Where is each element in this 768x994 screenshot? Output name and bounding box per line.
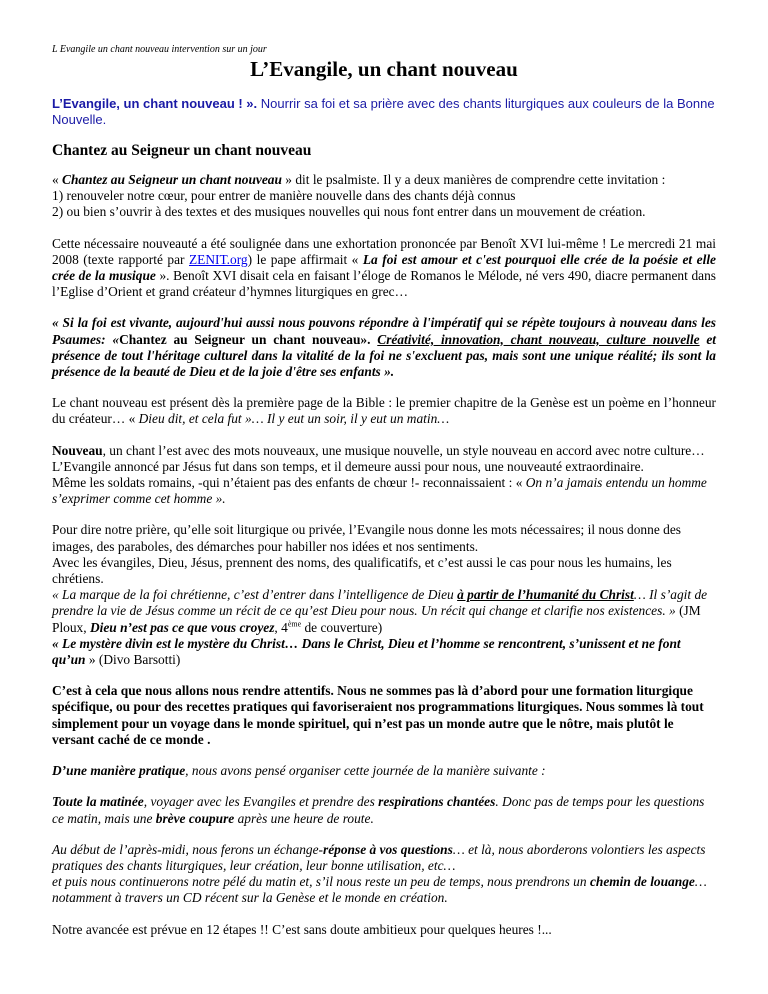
paragraph-pratique (52, 763, 716, 779)
p5-text: , un chant l’est avec des mots nouveaux, une musique nouvelle, un style nouveau en accord avec notre culture… (102, 442, 705, 458)
paragraph-attentifs (52, 683, 716, 748)
p10-bold: réponse à vos questions (322, 841, 453, 857)
p1-line-2: 1) renouveler notre cœur, pour entrer de manière nouvelle dans des chants déjà connus (52, 188, 516, 204)
p10-text-2: … et là, nous aborderons volontiers les aspects pratiques des chants liturgiques, leur création, leur bonne utilisation, etc… (52, 841, 706, 873)
zenit-link[interactable]: ZENIT.org (189, 251, 248, 267)
p3-text-2: et présence de tout l'héritage culturel dans la vitalité de la foi ne s'excluent pas, mais sont une unique réalité; ils sont la présence de la beauté de Dieu et de la joie d'être ses enfants ». (52, 331, 717, 380)
p3-bold-2: ». (360, 331, 378, 347)
section-heading: Chantez au Seigneur un chant nouveau (52, 142, 312, 159)
p6-underlined: à partir de l’humanité du Christ (457, 587, 634, 603)
p8-text: , nous avons pensé organiser cette journée de la manière suivante : (185, 763, 546, 779)
p9-bold-2: respirations chantées (378, 794, 496, 810)
p6-source-2: , 4 (274, 619, 288, 635)
intro-paragraph (52, 96, 716, 128)
p10-text: Au début de l’après-midi, nous ferons un échange- (52, 841, 323, 857)
intro-text: Nourrir sa foi et sa prière avec des chants liturgiques aux couleurs de la Bonne Nouvelle. (52, 96, 715, 127)
paragraph-benoit (52, 236, 716, 301)
paragraph-apres-midi (52, 842, 716, 907)
p6-barsotti-source: » (Divo Barsotti) (85, 652, 181, 668)
paragraph-quote-psaumes (52, 315, 716, 380)
p5-bold: Nouveau (52, 442, 103, 458)
p10-bold-2: chemin de louange (589, 874, 695, 890)
p6-quote: « La marque de la foi chrétienne, c’est d’entrer dans l’intelligence de Dieu (52, 587, 458, 603)
p6-barsotti-quote: « Le mystère divin est le mystère du Christ… Dans le Christ, Dieu et l’homme se rencontrent, s’unissent et ne font qu’un (52, 635, 681, 668)
p6-book-title: Dieu n’est pas ce que vous croyez (89, 619, 275, 635)
p10-text-4: …notamment à travers un CD récent sur la Genèse et le monde en création. (52, 874, 707, 906)
p8-bold: D’une manière pratique (52, 763, 186, 779)
p6-line-1: Pour dire notre prière, qu’elle soit liturgique ou privée, l’Evangile nous donne les mots nécessaires; il nous donne des images, des paraboles, des démarches pour habiller nos idées et nos sentiments. (52, 522, 681, 554)
paragraph-etapes: Notre avancée est prévue en 12 étapes !! C’est sans doute ambitieux pour quelques heures !... (52, 921, 552, 937)
p4-italic: Dieu dit, et cela fut »… Il y eut un soir, il y eut un matin… (138, 411, 450, 427)
running-head: L Evangile un chant nouveau intervention sur un jour (52, 44, 267, 55)
p1-text-2: » dit le psalmiste. Il y a deux manières de comprendre cette invitation : (281, 172, 666, 187)
paragraph-genese (52, 395, 716, 427)
p1-quote: Chantez au Seigneur un chant nouveau (62, 172, 282, 187)
paragraph-priere (52, 522, 716, 668)
p4-text: Le chant nouveau est présent dès la première page de la Bible : le premier chapitre de la Genèse est un poème en l’honneur du créateur… « (52, 395, 716, 427)
p9-text-3: après une heure de route. (234, 810, 374, 826)
p9-bold-3: brève coupure (155, 810, 235, 826)
paragraph-matinee (52, 794, 716, 826)
p2-text-2: ) le pape affirmait « (247, 251, 363, 267)
p6-line-2: Avec les évangiles, Dieu, Jésus, prennent des noms, des qualificatifs, et c’est aussi le cas pour nous les humains, les chrétiens. (52, 554, 672, 587)
p10-text-3: et puis nous continuerons notre pélé du matin et, s’il nous reste un peu de temps, nous prendrons un (52, 874, 590, 890)
p1-line-3: 2) ou bien s’ouvrir à des textes et des musiques nouvelles qui nous font entrer dans un mouvement de création. (52, 204, 646, 220)
p3-underlined: Créativité, innovation, chant nouveau, culture nouvelle (377, 331, 700, 347)
p3-text: « Si la foi est vivante, aujourd'hui aussi nous pouvons répondre à l'impératif qui se répète toujours à nouveau dans les Psaumes: « (52, 315, 716, 347)
p5-line-3: Même les soldats romains, -qui n’étaient pas des enfants de chœur !- reconnaissaient : « (52, 475, 526, 491)
p6-source-3: de couverture) (301, 619, 383, 635)
p5-quote: On n’a jamais entendu un homme s’exprimer comme cet homme ». (52, 475, 707, 507)
p6-quote-2: … Il s’agit de prendre la vie de Jésus comme un récit de ce qu’est Dieu pour nous. Un récit qui change et clarifie nos existences. » (52, 587, 708, 619)
intro-bold: L’Evangile, un chant nouveau ! ». (52, 96, 258, 111)
p2-text: Cette nécessaire nouveauté a été soulignée dans une exhortation prononcée par Benoît XVI lui-même ! Le mercredi 21 mai 2008 (texte rapporté par (52, 235, 716, 267)
p6-sup: ème (287, 619, 302, 629)
p9-text-2: . Donc pas de temps pour les questions ce matin, mais une (52, 794, 705, 826)
p1-text: « (52, 172, 63, 187)
p3-bold: Chantez au Seigneur un chant nouveau (119, 331, 361, 347)
paragraph-nouveau (52, 443, 716, 508)
p7-bold: C’est à cela que nous allons nous rendre attentifs. Nous ne sommes pas là d’abord pour une formation liturgique spécifique, ou pour des recettes pratiques qui favoriseraient nos programmations liturgiques. Nous sommes là tout simplement pour un voyage dans le monde spirituel, qui n’est pas un monde autre que le nôtre, mais plutôt le versant caché de ce monde . (52, 683, 704, 747)
p9-text: , voyager avec les Evangiles et prendre des (143, 794, 379, 810)
p6-source: (JM Ploux, (52, 603, 701, 635)
p2-text-3: ». Benoît XVI disait cela en faisant l’éloge de Romanos le Mélode, né vers 490, diacre permanent dans l’Eglise d’Orient et grand créateur d’hymnes liturgiques en grec… (52, 268, 716, 300)
p9-bold: Toute la matinée (52, 794, 144, 810)
p2-quote: La foi est amour et c'est pourquoi elle crée de la poésie et elle crée de la musique (52, 251, 716, 284)
document-title: L’Evangile, un chant nouveau (250, 57, 518, 81)
p5-line-2: L’Evangile annoncé par Jésus fut dans son temps, et il demeure aussi pour nous, une nouveauté extraordinaire. (52, 458, 644, 474)
paragraph-invitation (52, 172, 716, 221)
